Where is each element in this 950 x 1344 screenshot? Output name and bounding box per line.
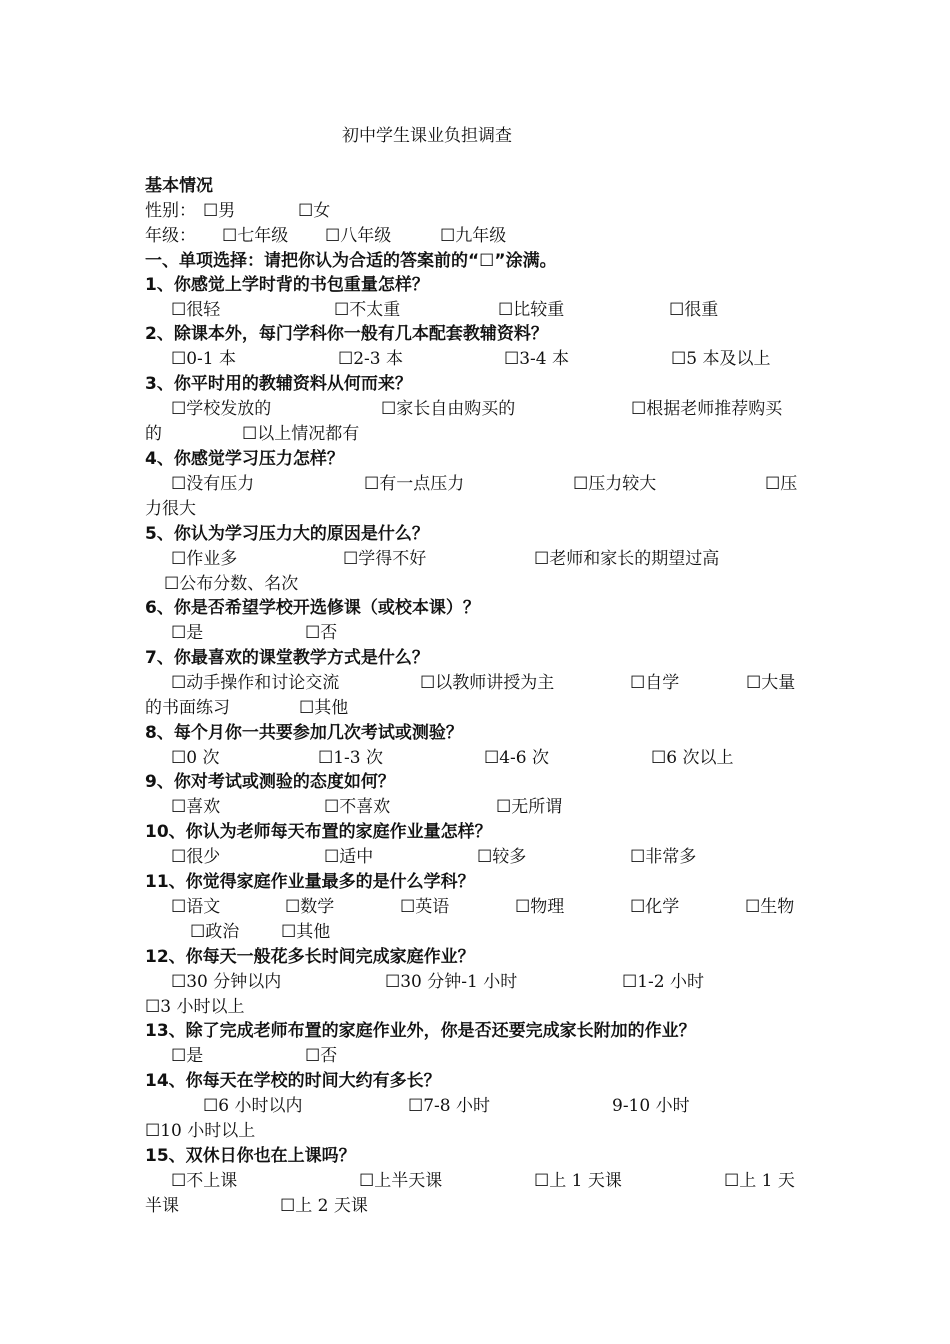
option[interactable]: ☐不太重 <box>334 300 401 320</box>
option[interactable]: ☐家长自由购买的 <box>381 399 516 419</box>
option[interactable]: 9-10 小时 <box>612 1096 690 1116</box>
option[interactable]: ☐是 <box>171 623 204 643</box>
question-11: 11、你觉得家庭作业量最多的是什么学科？ <box>145 872 475 892</box>
gender-option-male[interactable]: ☐男 <box>203 201 236 221</box>
option[interactable]: ☐物理 <box>515 897 565 917</box>
option[interactable]: ☐否 <box>305 1046 338 1066</box>
option[interactable]: ☐其他 <box>299 698 349 718</box>
option[interactable]: ☐非常多 <box>630 847 697 867</box>
question-13: 13、除了完成老师布置的家庭作业外，你是否还要完成家长附加的作业？ <box>145 1021 696 1041</box>
option[interactable]: ☐0 次 <box>171 748 220 768</box>
question-12: 12、你每天一般花多长时间完成家庭作业？ <box>145 947 475 967</box>
option[interactable]: ☐有一点压力 <box>364 474 465 494</box>
option[interactable]: ☐压 <box>765 474 798 494</box>
option[interactable]: ☐4-6 次 <box>484 748 550 768</box>
gender-label: 性别： <box>145 201 196 221</box>
option[interactable]: ☐6 次以上 <box>651 748 734 768</box>
option[interactable]: ☐以上情况都有 <box>242 424 360 444</box>
option[interactable]: ☐自学 <box>630 673 680 693</box>
option[interactable]: ☐学得不好 <box>343 549 427 569</box>
gender-option-female[interactable]: ☐女 <box>298 201 331 221</box>
option[interactable]: ☐很重 <box>669 300 719 320</box>
question-7: 7、你最喜欢的课堂教学方式是什么？ <box>145 648 429 668</box>
option[interactable]: ☐30 分钟-1 小时 <box>385 972 518 992</box>
option-continuation: 的 <box>145 424 162 444</box>
option[interactable]: ☐压力较大 <box>573 474 657 494</box>
option[interactable]: ☐政治 <box>190 922 240 942</box>
option[interactable]: ☐1-3 次 <box>318 748 384 768</box>
option[interactable]: ☐10 小时以上 <box>145 1121 256 1141</box>
option[interactable]: ☐上半天课 <box>359 1171 443 1191</box>
option[interactable]: ☐5 本及以上 <box>671 349 771 369</box>
option[interactable]: ☐动手操作和讨论交流 <box>171 673 340 693</box>
option[interactable]: ☐适中 <box>324 847 374 867</box>
document-title: 初中学生课业负担调查 <box>342 126 512 146</box>
question-2: 2、除课本外，每门学科你一般有几本配套教辅资料？ <box>145 324 548 344</box>
option[interactable]: ☐化学 <box>630 897 680 917</box>
option[interactable]: ☐很轻 <box>171 300 221 320</box>
option[interactable]: ☐不上课 <box>171 1171 238 1191</box>
basic-info-heading: 基本情况 <box>145 176 213 196</box>
question-5: 5、你认为学习压力大的原因是什么？ <box>145 524 429 544</box>
question-14: 14、你每天在学校的时间大约有多长？ <box>145 1071 441 1091</box>
option[interactable]: ☐较多 <box>477 847 527 867</box>
option[interactable]: ☐0-1 本 <box>171 349 237 369</box>
question-8: 8、每个月你一共要参加几次考试或测验？ <box>145 723 463 743</box>
question-4: 4、你感觉学习压力怎样？ <box>145 449 344 469</box>
option[interactable]: ☐根据老师推荐购买 <box>631 399 783 419</box>
question-1: 1、你感觉上学时背的书包重量怎样？ <box>145 275 429 295</box>
option[interactable]: ☐否 <box>305 623 338 643</box>
option[interactable]: ☐作业多 <box>171 549 238 569</box>
option-continuation: 半课 <box>145 1196 179 1216</box>
option[interactable]: ☐数学 <box>285 897 335 917</box>
option[interactable]: ☐老师和家长的期望过高 <box>534 549 720 569</box>
option[interactable]: ☐上 1 天课 <box>534 1171 622 1191</box>
option[interactable]: ☐7-8 小时 <box>408 1096 491 1116</box>
option[interactable]: ☐3-4 本 <box>504 349 570 369</box>
question-9: 9、你对考试或测验的态度如何？ <box>145 772 395 792</box>
option[interactable]: ☐比较重 <box>498 300 565 320</box>
option[interactable]: ☐不喜欢 <box>324 797 391 817</box>
question-6: 6、你是否希望学校开选修课（或校本课）？ <box>145 598 480 618</box>
option[interactable]: ☐上 2 天课 <box>280 1196 368 1216</box>
option[interactable]: ☐学校发放的 <box>171 399 272 419</box>
grade-option-7[interactable]: ☐七年级 <box>222 226 289 246</box>
section-heading: 一、单项选择：请把你认为合适的答案前的“☐”涂满。 <box>145 251 557 271</box>
option[interactable]: ☐公布分数、名次 <box>164 574 299 594</box>
option[interactable]: ☐1-2 小时 <box>622 972 705 992</box>
option-continuation: 的书面练习 <box>145 698 230 718</box>
option[interactable]: ☐2-3 本 <box>338 349 404 369</box>
option[interactable]: ☐没有压力 <box>171 474 255 494</box>
option[interactable]: ☐无所谓 <box>496 797 563 817</box>
option[interactable]: ☐其他 <box>281 922 331 942</box>
option[interactable]: ☐6 小时以内 <box>203 1096 303 1116</box>
option[interactable]: ☐英语 <box>400 897 450 917</box>
option[interactable]: ☐3 小时以上 <box>145 997 245 1017</box>
option[interactable]: ☐上 1 天 <box>724 1171 795 1191</box>
option[interactable]: ☐喜欢 <box>171 797 221 817</box>
grade-option-9[interactable]: ☐九年级 <box>440 226 507 246</box>
option[interactable]: ☐是 <box>171 1046 204 1066</box>
option[interactable]: ☐语文 <box>171 897 221 917</box>
option[interactable]: ☐大量 <box>746 673 796 693</box>
option[interactable]: ☐很少 <box>171 847 221 867</box>
question-3: 3、你平时用的教辅资料从何而来？ <box>145 374 412 394</box>
question-10: 10、你认为老师每天布置的家庭作业量怎样？ <box>145 822 492 842</box>
grade-option-8[interactable]: ☐八年级 <box>325 226 392 246</box>
option[interactable]: ☐生物 <box>745 897 795 917</box>
question-15: 15、双休日你也在上课吗？ <box>145 1146 356 1166</box>
option[interactable]: ☐30 分钟以内 <box>171 972 282 992</box>
option[interactable]: ☐以教师讲授为主 <box>420 673 555 693</box>
grade-label: 年级： <box>145 226 196 246</box>
option-continuation: 力很大 <box>145 499 196 519</box>
